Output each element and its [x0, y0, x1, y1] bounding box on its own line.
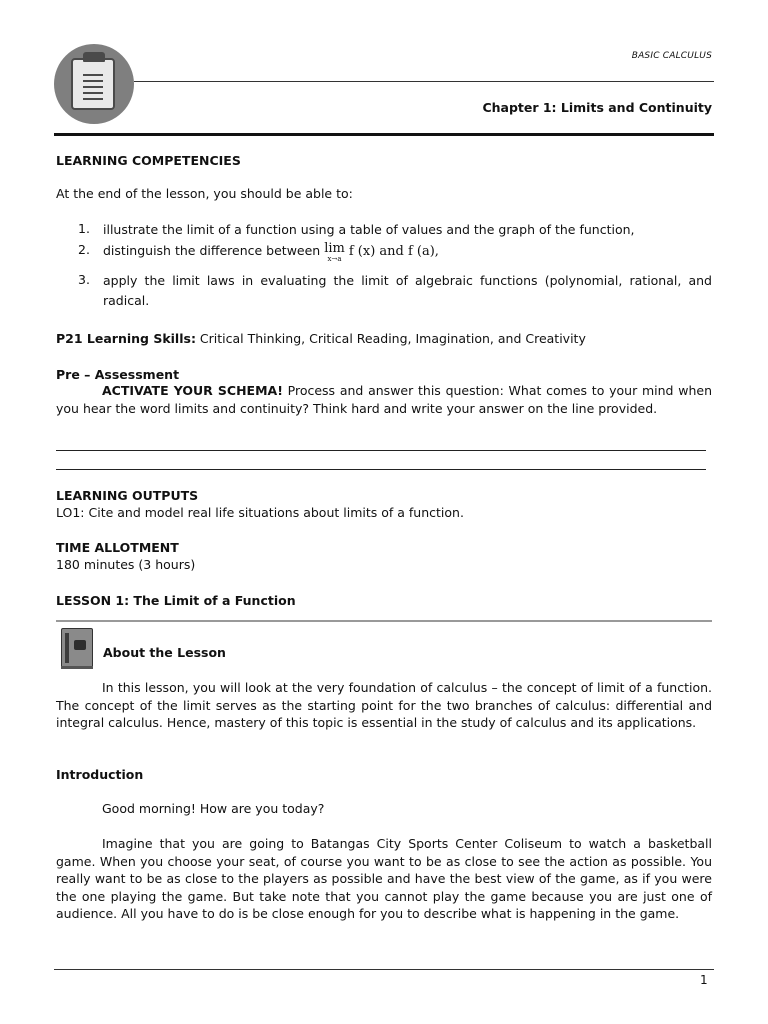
math-expression: f (x) and f (a), [348, 244, 439, 259]
greeting-text: Good morning! How are you today? [102, 801, 325, 816]
answer-line[interactable] [56, 450, 706, 451]
competencies-intro: At the end of the lesson, you should be able to: [56, 186, 353, 201]
course-title: BASIC CALCULUS [631, 51, 712, 61]
clipboard-logo-icon [54, 44, 134, 124]
competencies-heading: LEARNING COMPETENCIES [56, 153, 241, 168]
list-item-number: 2. [78, 242, 90, 257]
limit-symbol: lim [324, 241, 345, 256]
limit-notation [324, 241, 345, 264]
outputs-heading: LEARNING OUTPUTS [56, 488, 199, 503]
skills-text: Critical Thinking, Critical Reading, Imagination, and Creativity [195, 331, 586, 346]
clipboard-clip-icon [83, 52, 105, 62]
chapter-title: Chapter 1: Limits and Continuity [482, 100, 712, 115]
answer-line[interactable] [56, 469, 706, 470]
skills-line [56, 330, 586, 348]
list-item-number: 3. [78, 272, 90, 287]
pre-assessment-heading: Pre – Assessment [56, 367, 180, 382]
pre-assessment-text [56, 382, 712, 417]
about-heading: About the Lesson [103, 645, 226, 660]
schema-lead: ACTIVATE YOUR SCHEMA! [102, 383, 283, 398]
list-item-number: 1. [78, 221, 90, 236]
page-number: 1 [700, 973, 708, 987]
list-item [103, 241, 712, 264]
list-item: illustrate the limit of a function using a table of values and the graph of the function, [103, 222, 635, 237]
time-text: 180 minutes (3 hours) [56, 557, 196, 572]
story-text: Imagine that you are going to Batangas City Sports Center Coliseum to watch a basketball game. When you choose your seat, of course you want to be as close to see the action as possible. You really want to be as close to the players as possible and have the best view of the game, as if you were the one playing the game. But take note that you cannot play the game because you are just one of audience. All you have to do is be close enough for you to describe what is happening in the game. [56, 836, 712, 921]
about-text: In this lesson, you will look at the very foundation of calculus – the concept of limit of a function. The concept of the limit serves as the starting point for the two branches of calculus: differential and integral calculus. Hence, mastery of this topic is essential in the study of calculus and its applications. [56, 680, 712, 730]
limit-subscript: x→a [327, 255, 342, 263]
list-item: apply the limit laws in evaluating the limit of algebraic functions (polynomial, rational, and radical. [103, 273, 712, 308]
lesson-divider [56, 620, 712, 622]
footer-divider [54, 969, 714, 970]
outputs-text: LO1: Cite and model real life situations about limits of a function. [56, 505, 464, 520]
skills-label: P21 Learning Skills: [56, 331, 196, 346]
introduction-heading: Introduction [56, 767, 144, 782]
header-heavy-divider [54, 133, 714, 136]
book-base-icon [61, 666, 93, 669]
clipboard-icon [71, 58, 115, 110]
list-item-text: distinguish the difference between [103, 243, 325, 258]
time-heading: TIME ALLOTMENT [56, 540, 179, 555]
book-icon [61, 628, 93, 668]
lesson-title: LESSON 1: The Limit of a Function [56, 593, 296, 608]
schema-question: Process and answer this question: What comes to your mind when you hear the word limits and continuity? Think hard and write your answer on the line provided. [56, 383, 712, 416]
header-divider [134, 81, 714, 82]
